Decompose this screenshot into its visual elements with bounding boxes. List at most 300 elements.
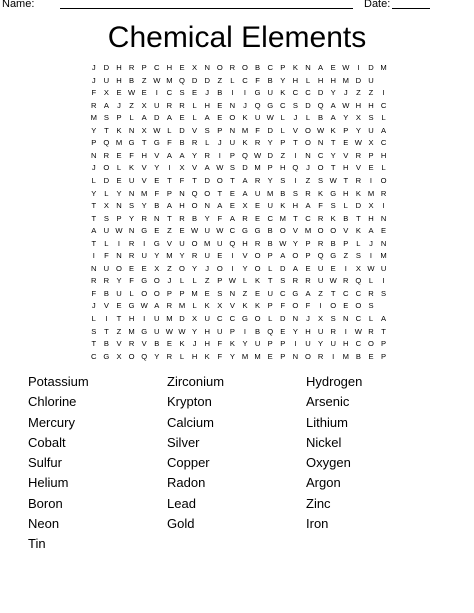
grid-row (87, 337, 387, 350)
grid-row (87, 174, 387, 187)
grid-letter: C (242, 75, 248, 85)
grid-letter: W (128, 88, 136, 98)
grid-letter: J (369, 238, 373, 248)
grid-letter: I (369, 175, 373, 185)
grid-letter: H (368, 213, 374, 223)
grid-letter: R (355, 150, 362, 160)
grid-letter: Q (317, 251, 324, 261)
grid-letter: E (116, 301, 122, 311)
grid-row (87, 124, 387, 137)
name-line[interactable] (60, 8, 353, 9)
grid-letter: E (280, 326, 286, 336)
grid-letter: N (116, 251, 122, 261)
grid-letter: G (128, 138, 135, 148)
grid-letter: U (154, 100, 160, 110)
grid-letter: A (229, 213, 235, 223)
grid-letter: W (178, 326, 186, 336)
grid-letter: B (129, 75, 135, 85)
word-list-item: Neon (28, 516, 60, 532)
grid-letter: D (204, 75, 210, 85)
grid-letter: R (343, 276, 349, 286)
grid-letter: H (204, 326, 210, 336)
grid-letter: I (357, 63, 360, 72)
grid-letter: J (205, 88, 210, 98)
grid-letter: H (204, 100, 210, 110)
grid-letter: O (191, 201, 198, 211)
grid-letter: X (116, 351, 122, 361)
grid-letter: X (355, 263, 361, 273)
grid-letter: O (242, 63, 248, 72)
grid-letter: N (229, 100, 236, 110)
grid-letter: R (179, 213, 185, 223)
grid-letter: Z (167, 263, 172, 273)
grid-letter: V (192, 125, 198, 135)
grid-letter: Q (141, 351, 148, 361)
grid-letter: E (255, 201, 261, 211)
grid-letter: W (216, 163, 224, 173)
page-title: Chemical Elements (107, 21, 367, 54)
grid-row (87, 325, 387, 338)
word-column (28, 372, 168, 555)
grid-row (87, 136, 387, 149)
grid-letter: R (380, 188, 387, 198)
grid-letter: X (318, 314, 324, 323)
grid-letter: X (103, 201, 109, 211)
grid-letter: T (293, 138, 298, 148)
grid-letter: A (91, 226, 97, 236)
grid-letter: C (217, 314, 223, 323)
grid-letter: Z (204, 276, 210, 286)
grid-letter: I (294, 150, 297, 160)
grid-letter: I (319, 301, 322, 311)
grid-letter: I (231, 88, 234, 98)
grid-letter: M (254, 163, 261, 173)
grid-letter: D (154, 113, 160, 123)
grid-letter: Z (116, 326, 122, 336)
grid-letter: A (166, 113, 172, 123)
grid-letter: R (317, 238, 324, 248)
grid-letter: W (367, 263, 375, 273)
grid-letter: Y (229, 351, 235, 361)
word-list-item: Boron (28, 495, 63, 511)
grid-letter: X (141, 125, 147, 135)
grid-letter: F (179, 175, 185, 185)
word-list-item: Lead (167, 495, 196, 511)
grid-letter: B (154, 339, 160, 349)
grid-letter: Z (356, 88, 361, 98)
grid-letter: T (293, 213, 298, 223)
grid-letter: E (116, 88, 122, 98)
grid-row (87, 149, 387, 162)
grid-letter: O (141, 288, 148, 298)
grid-row (87, 61, 387, 74)
grid-letter: I (243, 88, 247, 98)
grid-letter: O (153, 276, 160, 286)
grid-letter: N (128, 226, 135, 236)
grid-letter: E (179, 63, 185, 72)
grid-letter: U (305, 339, 311, 349)
grid-letter: O (254, 314, 261, 323)
grid-letter: R (368, 326, 374, 336)
grid-letter: B (154, 201, 160, 211)
grid-letter: T (91, 339, 97, 349)
grid-letter: L (129, 113, 134, 123)
grid-letter: D (103, 175, 110, 185)
grid-letter: H (179, 201, 185, 211)
grid-letter: H (242, 238, 248, 248)
grid-letter: W (228, 276, 236, 286)
grid-letter: O (216, 63, 223, 72)
grid-letter: Y (355, 125, 361, 135)
grid-letter: K (242, 113, 248, 123)
grid-letter: R (204, 150, 210, 160)
grid-letter: K (355, 226, 361, 236)
grid-letter: A (330, 100, 336, 110)
grid-letter: Z (129, 100, 134, 110)
grid-letter: P (179, 288, 185, 298)
grid-letter: R (103, 276, 110, 286)
grid-letter: R (254, 175, 261, 185)
grid-letter: P (280, 138, 286, 148)
word-list-item: Zinc (306, 495, 331, 511)
grid-letter: J (91, 163, 96, 173)
grid-letter: D (204, 175, 210, 185)
grid-letter: E (255, 213, 261, 223)
grid-letter: R (128, 63, 135, 72)
grid-letter: F (305, 301, 311, 311)
grid-letter: S (179, 88, 185, 98)
grid-letter: L (192, 100, 197, 110)
grid-letter: E (141, 263, 147, 273)
grid-letter: Q (292, 163, 299, 173)
grid-letter: U (116, 288, 122, 298)
grid-letter: X (154, 263, 160, 273)
grid-letter: F (129, 150, 134, 160)
grid-letter: R (128, 339, 135, 349)
grid-letter: E (255, 288, 261, 298)
grid-letter: L (343, 201, 348, 211)
grid-letter: D (317, 88, 324, 98)
grid-letter: V (141, 163, 147, 173)
grid-letter: J (306, 314, 310, 323)
word-list-item: Cobalt (28, 434, 66, 450)
grid-letter: W (191, 226, 199, 236)
grid-letter: L (242, 276, 248, 286)
grid-letter: O (116, 263, 122, 273)
grid-letter: N (154, 213, 160, 223)
grid-letter: C (355, 339, 362, 349)
grid-letter: D (305, 100, 311, 110)
grid-letter: L (268, 314, 273, 323)
word-list-item: Oxygen (306, 455, 351, 471)
grid-letter: T (267, 276, 273, 286)
grid-letter: F (91, 288, 97, 298)
grid-letter: L (356, 238, 361, 248)
grid-letter: A (204, 163, 210, 173)
grid-letter: A (292, 263, 298, 273)
grid-letter: R (368, 288, 374, 298)
grid-row (87, 312, 387, 325)
grid-letter: Z (167, 226, 172, 236)
grid-letter: E (179, 113, 185, 123)
grid-letter: J (343, 88, 348, 98)
grid-letter: T (343, 175, 349, 185)
grid-letter: T (230, 175, 235, 185)
grid-letter: R (292, 276, 299, 286)
grid-letter: U (103, 75, 110, 85)
grid-letter: N (305, 63, 311, 72)
grid-letter: I (155, 88, 158, 98)
grid-letter: I (243, 326, 247, 336)
grid-letter: L (129, 288, 134, 298)
grid-letter: R (128, 238, 135, 248)
grid-letter: R (103, 150, 110, 160)
grid-letter: Z (305, 175, 311, 185)
grid-letter: R (166, 301, 173, 311)
grid-letter: O (216, 263, 223, 273)
grid-letter: U (204, 314, 210, 323)
grid-letter: Y (343, 113, 349, 123)
grid-letter: T (167, 175, 172, 185)
grid-letter: Q (242, 150, 248, 160)
grid-letter: U (254, 339, 261, 349)
grid-letter: L (381, 163, 386, 173)
grid-letter: G (153, 238, 160, 248)
grid-letter: B (318, 113, 324, 123)
grid-letter: V (192, 163, 198, 173)
grid-letter: I (143, 238, 146, 248)
grid-letter: A (154, 301, 160, 311)
grid-letter: V (355, 163, 361, 173)
grid-letter: N (292, 351, 299, 361)
grid-letter: O (279, 226, 286, 236)
grid-row (87, 99, 387, 112)
grid-letter: Z (217, 75, 223, 85)
grid-letter: E (204, 288, 210, 298)
grid-letter: K (318, 188, 324, 198)
grid-letter: L (104, 188, 109, 198)
word-list-item: Sulfur (28, 455, 62, 471)
grid-letter: P (91, 138, 97, 148)
grid-letter: U (217, 238, 223, 248)
grid-row (87, 350, 387, 363)
grid-letter: I (231, 263, 234, 273)
grid-letter: A (166, 150, 172, 160)
grid-letter: X (368, 201, 374, 211)
grid-letter: D (179, 314, 185, 323)
grid-letter: D (355, 75, 362, 85)
grid-letter: K (116, 125, 122, 135)
grid-letter: R (254, 238, 261, 248)
grid-letter: K (204, 301, 210, 311)
grid-letter: V (141, 339, 147, 349)
grid-letter: H (191, 351, 198, 361)
grid-letter: U (141, 251, 147, 261)
grid-letter: G (292, 288, 299, 298)
grid-letter: C (305, 213, 311, 223)
grid-letter: Y (192, 326, 198, 336)
grid-letter: M (128, 326, 135, 336)
grid-letter: N (116, 201, 122, 211)
word-list-item: Arsenic (306, 394, 350, 410)
grid-letter: G (128, 301, 135, 311)
grid-letter: H (292, 201, 299, 211)
grid-letter: I (344, 263, 347, 273)
grid-letter: L (116, 163, 122, 173)
grid-letter: P (229, 326, 235, 336)
grid-letter: K (330, 125, 336, 135)
grid-letter: P (381, 339, 387, 349)
grid-letter: M (166, 251, 173, 261)
grid-letter: W (254, 150, 262, 160)
grid-letter: L (91, 175, 96, 185)
grid-letter: T (330, 138, 336, 148)
grid-letter: O (254, 251, 261, 261)
grid-letter: N (229, 125, 236, 135)
grid-letter: T (167, 213, 172, 223)
grid-letter: O (305, 351, 311, 361)
grid-letter: J (192, 339, 197, 349)
grid-letter: A (368, 226, 374, 236)
grid-letter: Y (318, 339, 324, 349)
grid-letter: D (191, 75, 198, 85)
grid-letter: O (317, 226, 324, 236)
grid-letter: W (354, 138, 362, 148)
grid-letter: P (305, 238, 311, 248)
word-list-item: Copper (167, 455, 210, 471)
grid-row (87, 249, 387, 262)
grid-letter: M (304, 226, 312, 236)
grid-letter: B (255, 326, 261, 336)
grid-letter: T (141, 138, 147, 148)
grid-letter: R (254, 138, 261, 148)
grid-letter: U (368, 125, 374, 135)
grid-letter: R (128, 251, 135, 261)
grid-letter: N (91, 263, 97, 273)
grid-letter: D (179, 125, 185, 135)
grid-letter: Q (254, 100, 261, 110)
grid-letter: B (330, 238, 336, 248)
grid-letter: O (254, 263, 261, 273)
grid-letter: H (330, 75, 336, 85)
grid-letter: M (254, 351, 261, 361)
grid-letter: R (355, 175, 362, 185)
grid-letter: Q (191, 188, 198, 198)
grid-letter: M (90, 113, 97, 123)
grid-letter: P (267, 163, 273, 173)
grid-letter: T (104, 326, 109, 336)
grid-letter: T (192, 175, 197, 185)
grid-letter: B (343, 213, 349, 223)
grid-letter: A (242, 175, 248, 185)
grid-letter: C (380, 100, 387, 110)
grid-letter: P (217, 125, 223, 135)
grid-letter: Y (141, 201, 147, 211)
grid-letter: U (217, 326, 223, 336)
grid-letter: M (166, 75, 173, 85)
grid-letter: J (293, 113, 298, 123)
grid-letter: E (368, 351, 374, 361)
grid-letter: W (165, 326, 173, 336)
grid-letter: F (280, 301, 286, 311)
grid-letter: O (355, 301, 362, 311)
grid-letter: F (255, 125, 260, 135)
grid-letter: I (382, 201, 385, 211)
grid-letter: B (192, 213, 198, 223)
grid-letter: H (355, 100, 362, 110)
grid-letter: U (103, 263, 110, 273)
grid-letter: H (368, 100, 374, 110)
grid-letter: O (317, 163, 324, 173)
grid-letter: I (218, 150, 221, 160)
grid-letter: O (229, 113, 236, 123)
grid-letter: U (254, 188, 261, 198)
grid-letter: T (91, 201, 97, 211)
grid-letter: N (380, 213, 387, 223)
grid-letter: V (103, 301, 109, 311)
grid-letter: N (317, 138, 324, 148)
grid-letter: I (382, 88, 385, 98)
grid-letter: U (330, 339, 336, 349)
grid-letter: Y (267, 175, 273, 185)
grid-letter: L (280, 113, 285, 123)
grid-letter: M (267, 188, 274, 198)
grid-letter: E (129, 263, 135, 273)
grid-letter: J (117, 100, 121, 110)
grid-letter: U (154, 314, 160, 323)
grid-letter: S (330, 201, 336, 211)
grid-row (87, 199, 387, 212)
word-list-item: Chlorine (28, 394, 77, 410)
grid-letter: P (381, 351, 387, 361)
grid-letter: E (154, 226, 160, 236)
grid-letter: B (103, 288, 109, 298)
grid-letter: W (140, 301, 148, 311)
grid-letter: K (129, 163, 135, 173)
grid-letter: M (367, 188, 375, 198)
grid-letter: W (342, 100, 350, 110)
grid-letter: K (292, 63, 298, 72)
grid-letter: D (267, 150, 273, 160)
grid-letter: Y (242, 263, 248, 273)
grid-letter: N (91, 150, 97, 160)
grid-letter: R (91, 276, 97, 286)
grid-letter: M (342, 351, 349, 361)
grid-letter: S (280, 276, 286, 286)
grid-letter: X (355, 113, 361, 123)
grid-letter: Y (242, 339, 248, 349)
grid-letter: K (242, 138, 248, 148)
grid-letter: H (343, 188, 349, 198)
grid-letter: P (305, 251, 311, 261)
grid-letter: W (317, 125, 325, 135)
grid-letter: K (330, 213, 336, 223)
grid-letter: S (103, 113, 109, 123)
grid-letter: P (280, 351, 286, 361)
grid-letter: A (242, 188, 248, 198)
grid-letter: O (292, 301, 299, 311)
grid-letter: C (355, 288, 362, 298)
grid-letter: H (292, 75, 299, 85)
grid-letter: R (166, 100, 173, 110)
grid-letter: E (192, 88, 198, 98)
date-line[interactable] (392, 8, 430, 9)
grid-letter: W (329, 175, 337, 185)
grid-letter: S (318, 175, 324, 185)
grid-letter: V (229, 301, 235, 311)
word-list-item: Tin (28, 536, 46, 552)
word-list-item: Calcium (167, 414, 214, 430)
